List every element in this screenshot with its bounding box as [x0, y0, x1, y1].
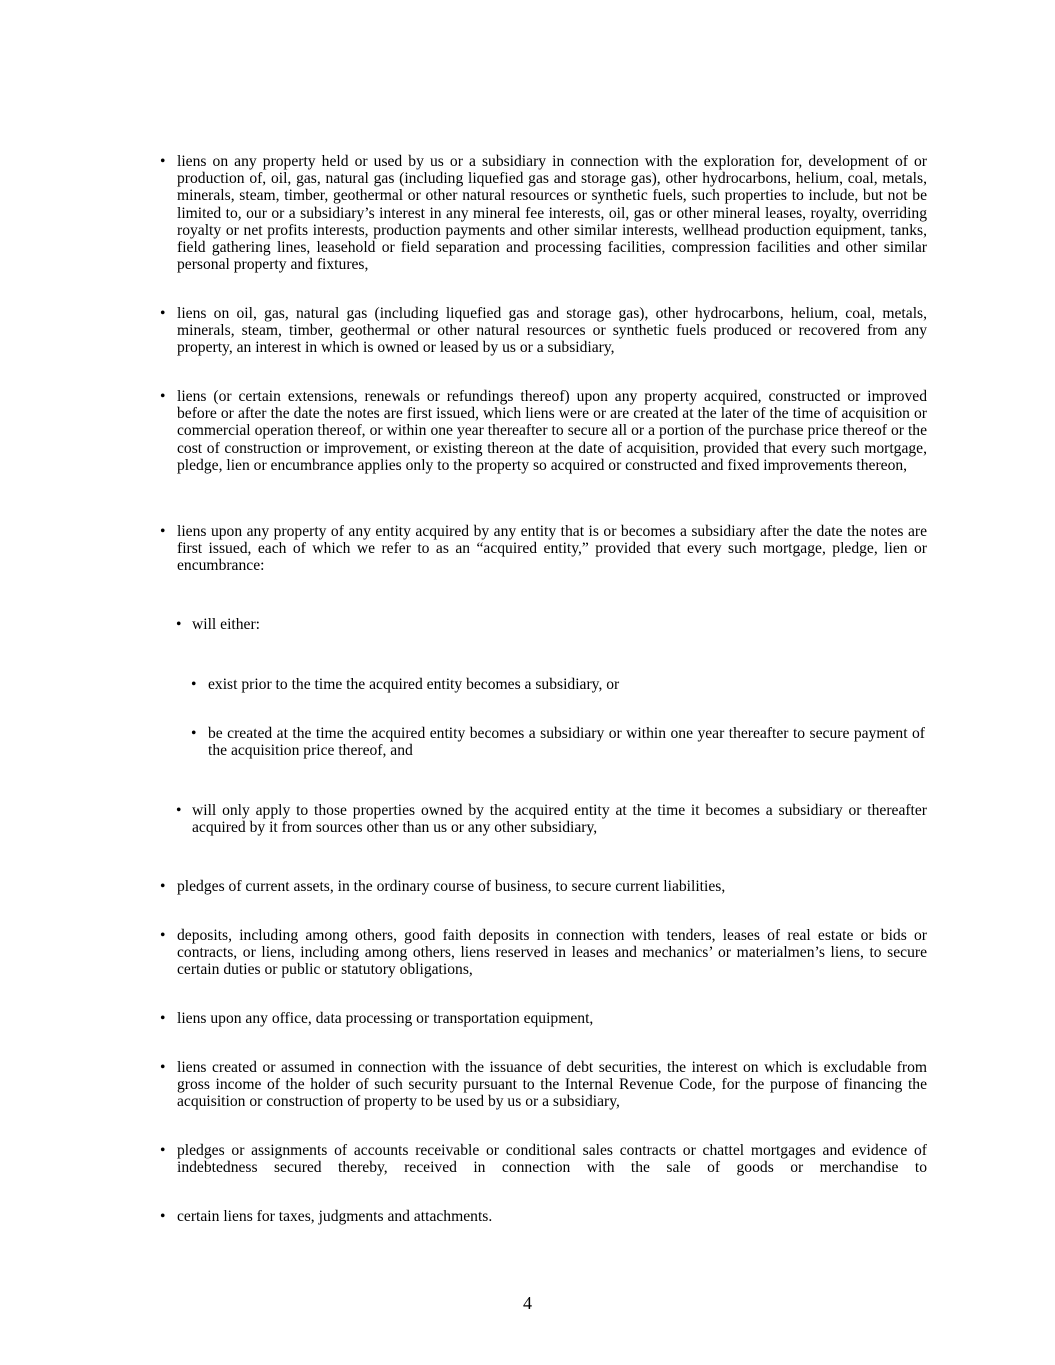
list-item: liens on oil, gas, natural gas (including liquefied gas and storage gas), other hydrocarbons, helium, coal, metals, minerals, steam, timber, geothermal or other natural resources or synthetic fuels produced or recovered from any property, an interest in which is owned or leased by us or a subsidiary,	[177, 305, 927, 357]
bullet-icon: •	[191, 676, 197, 693]
bullet-icon: •	[160, 388, 166, 405]
bullet-icon: •	[176, 802, 182, 819]
bullet-icon: •	[176, 616, 182, 633]
bullet-icon: •	[160, 1059, 166, 1076]
bullet-icon: •	[160, 927, 166, 944]
bullet-icon: •	[160, 305, 166, 322]
list-item: pledges or assignments of accounts receivable or conditional sales contracts or chattel mortgages and evidence of indebtedness secured thereby, received in connection with the sale of goods or merchandise to	[177, 1142, 927, 1177]
list-item: deposits, including among others, good faith deposits in connection with tenders, leases of real estate or bids or contracts, or liens, including among others, liens reserved in leases and mechanics’ or materialmen’s liens, to secure certain duties or public or statutory obligations,	[177, 927, 927, 979]
list-item: be created at the time the acquired entity becomes a subsidiary or within one year thereafter to secure payment of the acquisition price thereof, and	[208, 725, 925, 760]
list-item: liens upon any office, data processing or transportation equipment,	[177, 1010, 594, 1027]
bullet-icon: •	[160, 153, 166, 170]
list-item: will only apply to those properties owned by the acquired entity at the time it becomes a subsidiary or thereafter acquired by it from sources other than us or any other subsidiary,	[192, 802, 927, 837]
list-item: pledges of current assets, in the ordinary course of business, to secure current liabilities,	[177, 878, 726, 895]
list-item: will either:	[192, 616, 260, 633]
bullet-icon: •	[160, 523, 166, 540]
bullet-icon: •	[191, 725, 197, 742]
bullet-icon: •	[160, 1010, 166, 1027]
bullet-icon: •	[160, 878, 166, 895]
list-item: certain liens for taxes, judgments and attachments.	[177, 1208, 493, 1225]
list-item: liens on any property held or used by us or a subsidiary in connection with the exploration for, development of or production of, oil, gas, natural gas (including liquefied gas and storage gas), other hydrocarbons, helium, coal, metals, minerals, steam, timber, geothermal or other natural resources or synthetic fuels, such properties to include, but not be limited to, our or a subsidiary’s interest in any mineral fee interests, oil, gas or other mineral leases, royalty, overriding royalty or net profits interests, production payments and other similar interests, wellhead production equipment, tanks, field gathering lines, leasehold or field separation and processing facilities, compression facilities and other similar personal property and fixtures,	[177, 153, 927, 274]
list-item: liens created or assumed in connection with the issuance of debt securities, the interest on which is excludable from gross income of the holder of such security pursuant to the Internal Revenue Code, for the purpose of financing the acquisition or construction of property to be used by us or a subsidiary,	[177, 1059, 927, 1111]
page-number: 4	[523, 1293, 532, 1313]
list-item: liens (or certain extensions, renewals or refundings thereof) upon any property acquired, constructed or improved before or after the date the notes are first issued, which liens were or are created at the later of the time of acquisition or commercial operation thereof, or within one year thereafter to secure all or a portion of the purchase price thereof or the cost of construction or improvement, or existing thereon at the date of acquisition, provided that every such mortgage, pledge, lien or encumbrance applies only to the property so acquired or constructed and fixed improvements thereon,	[177, 388, 927, 474]
bullet-icon: •	[160, 1142, 166, 1159]
list-item: liens upon any property of any entity acquired by any entity that is or becomes a subsidiary after the date the notes are first issued, each of which we refer to as an “acquired entity,” provided that every such mortgage, pledge, lien or encumbrance:	[177, 523, 927, 575]
bullet-icon: •	[160, 1208, 166, 1225]
list-item: exist prior to the time the acquired entity becomes a subsidiary, or	[208, 676, 620, 693]
